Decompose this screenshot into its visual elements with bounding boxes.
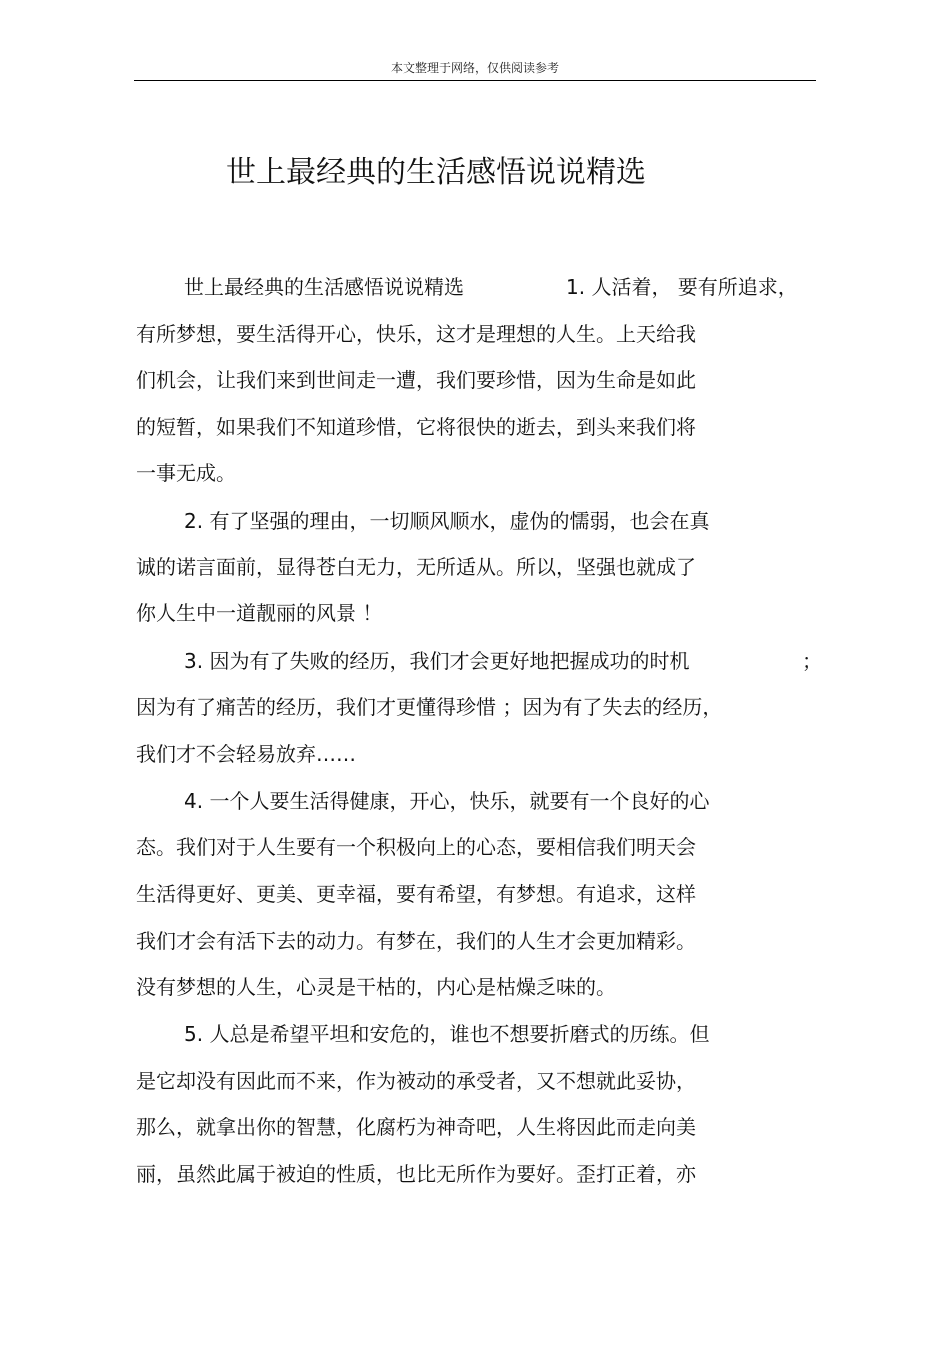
body-line: 3. 因为有了失败的经历，我们才会更好地把握成功的时机	[184, 649, 690, 673]
body-line: 们机会，让我们来到世间走一遭，我们要珍惜，因为生命是如此	[136, 368, 696, 392]
body-line-tail: 1. 人活着， 要有所追求，	[566, 275, 798, 299]
body-line: 你人生中一道靓丽的风景 ！	[136, 601, 383, 625]
body-line: 4. 一个人要生活得健康，开心，快乐，就要有一个良好的心	[184, 789, 710, 813]
body-line: 因为有了痛苦的经历，我们才更懂得珍惜 ；因为有了失去的经历，	[136, 695, 723, 719]
body-line: 诚的诺言面前，显得苍白无力，无所适从。所以，坚强也就成了	[136, 555, 696, 579]
document-title: 世上最经典的生活感悟说说精选	[226, 155, 646, 190]
body-line: 我们才不会轻易放弃……	[136, 742, 356, 766]
header-note: 本文整理于网络，仅供阅读参考	[390, 61, 559, 75]
body-line: 没有梦想的人生，心灵是干枯的，内心是枯燥乏味的。	[136, 975, 616, 999]
body-line: 有所梦想，要生活得开心，快乐，这才是理想的人生。上天给我	[136, 322, 696, 346]
body-line: 态。我们对于人生要有一个积极向上的心态，要相信我们明天会	[136, 835, 696, 859]
body-line: 丽，虽然此属于被迫的性质，也比无所作为要好。歪打正着，亦	[136, 1162, 696, 1186]
body-line: 我们才会有活下去的动力。有梦在，我们的人生才会更加精彩。	[136, 929, 696, 953]
body-line: 的短暂，如果我们不知道珍惜，它将很快的逝去，到头来我们将	[136, 415, 696, 439]
body-line: 5. 人总是希望平坦和安危的，谁也不想要折磨式的历练。但	[184, 1022, 710, 1046]
header-divider	[134, 80, 816, 81]
body-line: 2. 有了坚强的理由，一切顺风顺水，虚伪的懦弱，也会在真	[184, 509, 710, 533]
body-line-tail: ；	[802, 649, 822, 673]
body-line: 一事无成。	[136, 461, 236, 485]
body-line: 生活得更好、更美、更幸福，要有希望，有梦想。有追求，这样	[136, 882, 696, 906]
body-line: 世上最经典的生活感悟说说精选	[184, 275, 464, 299]
body-line: 是它却没有因此而不来，作为被动的承受者，又不想就此妥协，	[136, 1069, 696, 1093]
body-line: 那么，就拿出你的智慧，化腐朽为神奇吧，人生将因此而走向美	[136, 1115, 696, 1139]
